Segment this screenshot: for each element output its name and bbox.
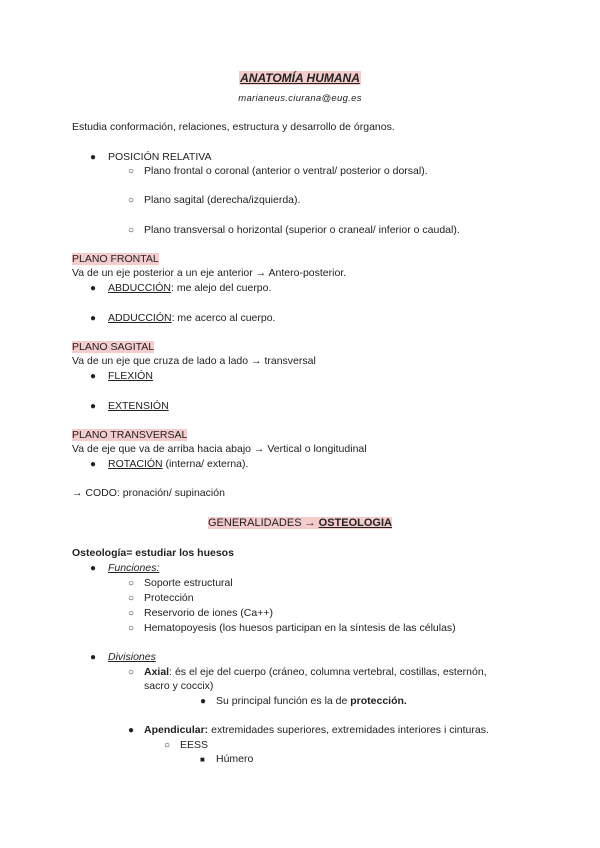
bullet-disc-icon: ● — [200, 696, 207, 707]
axial-line-cont: sacro y coccix) — [144, 680, 214, 692]
funcion-item: Protección — [144, 592, 194, 604]
sagital-item: FLEXIÓN — [108, 370, 153, 382]
bullet-circle-icon: ○ — [128, 195, 135, 206]
humero-item: Húmero — [216, 753, 254, 765]
bullet-square-icon: ■ — [200, 755, 205, 764]
sagital-desc: Va de un eje que cruza de lado a lado → transversal — [72, 355, 316, 367]
frontal-item: ABDUCCIÓN: me alejo del cuerpo. — [108, 282, 272, 294]
funciones-label: Funciones: — [108, 562, 160, 574]
bullet-disc-icon: ● — [128, 725, 135, 736]
posicion-item: Plano frontal o coronal (anterior o ventral/ posterior o dorsal). — [144, 165, 428, 177]
posicion-item: Plano sagital (derecha/izquierda). — [144, 194, 301, 206]
bullet-circle-icon: ○ — [128, 593, 135, 604]
frontal-item: ADDUCCIÓN: me acerco al cuerpo. — [108, 312, 276, 324]
bullet-circle-icon: ○ — [128, 578, 135, 589]
document-title: ANATOMÍA HUMANA — [240, 71, 360, 85]
bullet-disc-icon: ● — [90, 563, 97, 574]
bullet-circle-icon: ○ — [128, 608, 135, 619]
sagital-heading: PLANO SAGITAL — [72, 341, 155, 353]
bullet-disc-icon: ● — [90, 313, 97, 324]
posicion-item: Plano transversal o horizontal (superior o craneal/ inferior o caudal). — [144, 224, 460, 236]
transversal-desc: Va de eje que va de arriba hacia abajo → Vertical o longitudinal — [72, 443, 367, 455]
axial-line: Axial: és el eje del cuerpo (cráneo, columna vertebral, costillas, esternón, — [144, 666, 487, 678]
bullet-disc-icon: ● — [90, 283, 97, 294]
bullet-circle-icon: ○ — [164, 740, 171, 751]
generalidades-heading: GENERALIDADES → OSTEOLOGIA — [208, 517, 392, 529]
bullet-disc-icon: ● — [90, 459, 97, 470]
osteologia-heading: Osteología= estudiar los huesos — [72, 547, 234, 559]
apendicular-line: Apendicular: extremidades superiores, extremidades interiores i cinturas. — [144, 724, 489, 736]
bullet-disc-icon: ● — [90, 152, 97, 163]
axial-sub-item: Su principal función es la de protección. — [216, 695, 407, 707]
bullet-disc-icon: ● — [90, 371, 97, 382]
sagital-item: EXTENSIÓN — [108, 400, 169, 412]
intro-text: Estudia conformación, relaciones, estructura y desarrollo de órganos. — [72, 121, 395, 133]
transversal-heading: PLANO TRANSVERSAL — [72, 429, 188, 441]
frontal-desc: Va de un eje posterior a un eje anterior → Antero-posterior. — [72, 267, 347, 279]
funcion-item: Reservorio de iones (Ca++) — [144, 607, 273, 619]
posicion-heading: POSICIÓN RELATIVA — [108, 151, 212, 163]
divisiones-label: Divisiones — [108, 651, 156, 663]
frontal-heading: PLANO FRONTAL — [72, 253, 159, 265]
codo-text: → CODO: pronación/ supinación — [72, 487, 225, 499]
funcion-item: Soporte estructural — [144, 577, 233, 589]
author-email: marianeus.ciurana@eug.es — [238, 93, 362, 104]
bullet-circle-icon: ○ — [128, 667, 135, 678]
transversal-item: ROTACIÓN (interna/ externa). — [108, 458, 249, 470]
bullet-circle-icon: ○ — [128, 166, 135, 177]
bullet-disc-icon: ● — [90, 652, 97, 663]
bullet-circle-icon: ○ — [128, 623, 135, 634]
bullet-circle-icon: ○ — [128, 225, 135, 236]
eess-item: EESS — [180, 739, 209, 751]
funcion-item: Hematopoyesis (los huesos participan en la síntesis de las células) — [144, 622, 456, 634]
bullet-disc-icon: ● — [90, 401, 97, 412]
